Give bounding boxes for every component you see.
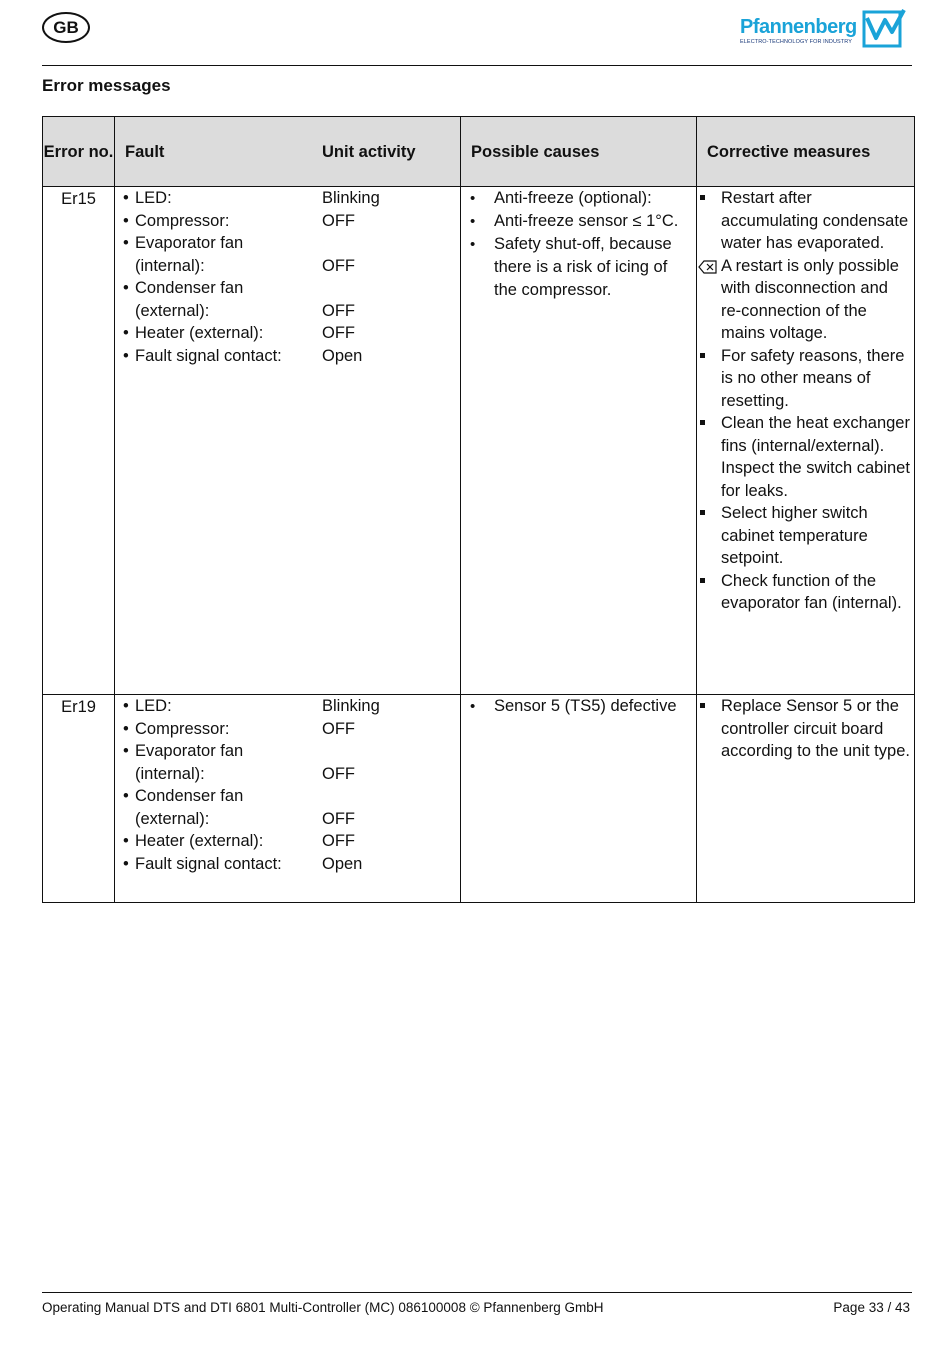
table-row — [43, 695, 915, 903]
fault-list — [115, 695, 460, 875]
fault-item: • Compressor: OFF — [123, 211, 355, 230]
table-row — [43, 187, 915, 695]
measure-list — [697, 695, 914, 763]
logo-mark-icon — [858, 8, 908, 48]
measure-item: Restart after accumulating condensate water has evaporated. — [698, 187, 912, 255]
fault-item: • Heater (external): OFF — [123, 832, 355, 850]
cause-list — [461, 187, 696, 302]
fault-item: • Evaporator fan — [123, 234, 244, 252]
header-error-no: Error no. — [43, 117, 115, 187]
footer-rule — [42, 1292, 912, 1293]
header-fault-unit-activity — [115, 117, 461, 187]
logo-tagline: ELECTRO-TECHNOLOGY FOR INDUSTRY — [740, 39, 852, 45]
fault-cell — [115, 695, 461, 903]
measure-item: Clean the heat exchanger fins (internal/external). Inspect the switch cabinet for leaks. — [698, 412, 912, 502]
square-bullet-icon — [698, 345, 721, 413]
cause-list — [461, 695, 696, 718]
fault-item: • Fault signal contact: Open — [123, 346, 363, 365]
measures-cell — [697, 187, 915, 695]
cause-item: • Safety shut-off, because there is a risk of icing of the compressor. — [470, 235, 672, 299]
fault-item: • LED: Blinking — [123, 697, 380, 715]
fault-item: • Condenser fan — [123, 279, 244, 297]
fault-item: • Fault signal contact: Open — [123, 854, 363, 873]
square-bullet-icon — [698, 502, 721, 570]
square-bullet-icon — [698, 570, 721, 615]
cause-item: • Anti-freeze sensor ≤ 1°C. — [470, 212, 679, 230]
square-bullet-icon — [698, 412, 721, 502]
measure-item: Check function of the evaporator fan (internal). — [698, 570, 912, 615]
fault-item: • Evaporator fan — [123, 742, 244, 760]
measure-item: For safety reasons, there is no other means of resetting. — [698, 345, 912, 413]
fault-item: • LED: Blinking — [123, 189, 380, 207]
footer-page-number: Page 33 / 43 — [833, 1300, 910, 1315]
footer-document-title: Operating Manual DTS and DTI 6801 Multi-Controller (MC) 086100008 © Pfannenberg GmbH — [42, 1300, 604, 1315]
logo-name: Pfannenberg — [740, 16, 857, 38]
pfannenberg-logo — [738, 6, 912, 50]
header-possible-causes: Possible causes — [461, 117, 697, 187]
square-bullet-icon — [698, 187, 721, 255]
measures-cell — [697, 695, 915, 903]
measure-item: Replace Sensor 5 or the controller circuit board according to the unit type. — [698, 695, 912, 763]
square-bullet-icon — [698, 695, 721, 763]
fault-item: • Heater (external): OFF — [123, 324, 355, 342]
cause-item: • Anti-freeze (optional): — [470, 189, 652, 207]
fault-item-continuation: (internal): OFF — [135, 764, 355, 783]
error-code-cell — [43, 187, 115, 695]
causes-cell — [461, 187, 697, 695]
fault-list — [115, 187, 460, 367]
measure-list — [697, 187, 914, 615]
country-badge: GB — [42, 12, 90, 43]
note-arrow-icon — [698, 255, 721, 345]
fault-item-continuation: (internal): OFF — [135, 256, 355, 275]
fault-item: • Compressor: OFF — [123, 719, 355, 738]
fault-item: • Condenser fan — [123, 787, 244, 805]
fault-item-continuation: (external): OFF — [135, 809, 355, 828]
measure-note: A restart is only possible with disconnection and re-connection of the mains voltage. — [698, 255, 912, 345]
fault-item-continuation: (external): OFF — [135, 301, 355, 320]
table-header-row — [43, 117, 915, 187]
header-rule — [42, 65, 912, 66]
error-code-cell — [43, 695, 115, 903]
error-code: Er19 — [61, 698, 96, 716]
causes-cell — [461, 695, 697, 903]
cause-item: • Sensor 5 (TS5) defective — [470, 697, 677, 715]
header-corrective-measures: Corrective measures — [697, 117, 915, 187]
header-unit-activity: Unit activity — [322, 142, 416, 161]
measure-item: Select higher switch cabinet temperature setpoint. — [698, 502, 912, 570]
error-messages-table — [42, 116, 915, 903]
fault-cell — [115, 187, 461, 695]
error-code: Er15 — [61, 190, 96, 208]
section-title: Error messages — [42, 76, 171, 95]
header-fault: Fault — [125, 142, 165, 161]
